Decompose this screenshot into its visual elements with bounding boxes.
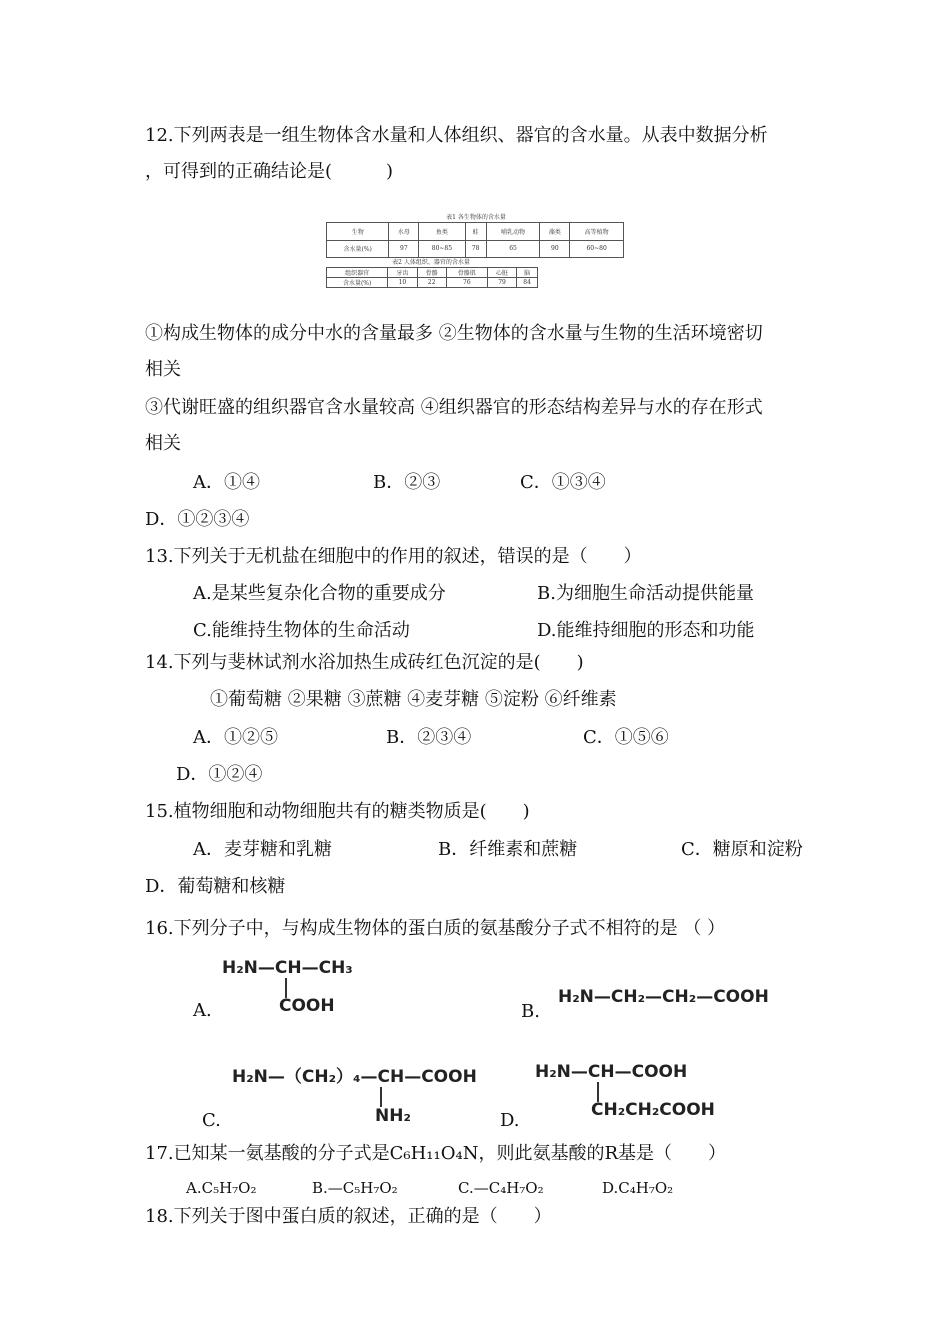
q16-d-formula-bottom: CH₂CH₂COOH	[591, 1100, 715, 1120]
q15-stem: 15.植物细胞和动物细胞共有的糖类物质是( )	[145, 801, 530, 822]
q17-option-a[interactable]: A.C₅H₇O₂	[186, 1179, 257, 1197]
table2-caption: 表2 人体组织、器官的含水量	[392, 259, 470, 266]
table-cell: 90	[540, 240, 570, 258]
q16-c-formula-top: H₂N—（CH₂）₄—CH—COOH	[232, 1067, 477, 1087]
table-cell: 84	[517, 278, 538, 288]
table1-header-row	[327, 223, 624, 241]
q13-stem: 13.下列关于无机盐在细胞中的作用的叙述，错误的是（ ）	[145, 546, 642, 567]
q16-c-formula-bottom: NH₂	[375, 1106, 411, 1126]
table-cell: 79	[487, 278, 516, 288]
q16-option-b[interactable]: B.	[521, 1001, 540, 1022]
q16-a-formula-top: H₂N—CH—CH₃	[222, 958, 353, 978]
table-cell: 78	[465, 240, 486, 258]
q12-statement-2-cont: 相关	[145, 433, 181, 454]
q15-option-c[interactable]: C．糖原和淀粉	[681, 839, 803, 860]
bond-line	[597, 1082, 599, 1102]
q16-option-a[interactable]: A.	[193, 1000, 212, 1021]
table-cell: 水母	[389, 223, 419, 241]
q16-option-d[interactable]: D.	[500, 1110, 520, 1131]
table-cell: 高等植物	[570, 223, 624, 241]
bond-line	[285, 978, 287, 998]
table-cell: 牙齿	[388, 268, 417, 278]
q12-option-d[interactable]: D．①②③④	[145, 509, 250, 530]
table-cell: 65	[486, 240, 540, 258]
q12-option-a[interactable]: A．①④	[193, 472, 260, 493]
q12-statement-1: ①构成生物体的成分中水的含量最多 ②生物体的含水量与生物的生活环境密切	[145, 323, 763, 344]
table1-value-row	[327, 240, 624, 258]
table2-header-row	[327, 268, 538, 278]
table-cell: 蛙	[465, 223, 486, 241]
table-cell: 60~80	[570, 240, 624, 258]
table-cell: 80~85	[419, 240, 465, 258]
bond-line	[380, 1087, 382, 1107]
table-cell: 骨骼	[417, 268, 446, 278]
q18-stem: 18.下列关于图中蛋白质的叙述，正确的是（ ）	[145, 1206, 552, 1227]
q17-stem: 17.已知某一氨基酸的分子式是C₆H₁₁O₄N，则此氨基酸的R基是（ ）	[145, 1143, 727, 1164]
table-cell: 97	[389, 240, 419, 258]
table-cell: 脑	[517, 268, 538, 278]
table-cell: 骨骼肌	[446, 268, 487, 278]
table-cell: 76	[446, 278, 487, 288]
q12-option-b[interactable]: B．②③	[373, 472, 441, 493]
q16-b-formula: H₂N—CH₂—CH₂—COOH	[558, 987, 769, 1007]
table1	[326, 222, 624, 258]
q14-option-c[interactable]: C．①⑤⑥	[583, 727, 669, 748]
table-cell: 组织器官	[327, 268, 388, 278]
q14-option-a[interactable]: A．①②⑤	[193, 727, 278, 748]
table1-caption: 表1 各生物体的含水量	[446, 214, 506, 221]
table-cell: 鱼类	[419, 223, 465, 241]
q16-d-formula-top: H₂N—CH—COOH	[535, 1062, 688, 1082]
q12-statement-1-cont: 相关	[145, 359, 181, 380]
q12-option-c[interactable]: C．①③④	[520, 472, 606, 493]
q17-option-d[interactable]: D.C₄H₇O₂	[602, 1179, 674, 1197]
q15-option-b[interactable]: B．纤维素和蔗糖	[438, 839, 578, 860]
q12-stem-line2: ，可得到的正确结论是( )	[145, 161, 394, 182]
table2-value-row	[327, 278, 538, 288]
q13-option-c[interactable]: C.能维持生物体的生命活动	[193, 620, 410, 641]
q17-option-b[interactable]: B.—C₅H₇O₂	[312, 1179, 398, 1197]
table-cell: 生物	[327, 223, 389, 241]
q16-stem: 16.下列分子中，与构成生物体的蛋白质的氨基酸分子式不相符的是 （ ）	[145, 918, 726, 939]
table-cell: 22	[417, 278, 446, 288]
table-cell: 哺乳动物	[486, 223, 540, 241]
q15-option-d[interactable]: D．葡萄糖和核糖	[145, 876, 286, 897]
q16-option-c[interactable]: C.	[202, 1110, 221, 1131]
q12-statement-2: ③代谢旺盛的组织器官含水量较高 ④组织器官的形态结构差异与水的存在形式	[145, 397, 763, 418]
q12-tables	[326, 214, 626, 296]
table2	[326, 267, 538, 288]
q13-option-d[interactable]: D.能维持细胞的形态和功能	[537, 620, 755, 641]
q13-option-b[interactable]: B.为细胞生命活动提供能量	[537, 583, 754, 604]
q14-option-d[interactable]: D．①②④	[176, 764, 263, 785]
q14-items: ①葡萄糖 ②果糖 ③蔗糖 ④麦芽糖 ⑤淀粉 ⑥纤维素	[210, 689, 617, 710]
q14-stem: 14.下列与斐林试剂水浴加热生成砖红色沉淀的是( )	[145, 652, 584, 673]
q16-a-formula-bottom: COOH	[279, 996, 335, 1016]
table-cell: 藻类	[540, 223, 570, 241]
q12-stem-line1: 12.下列两表是一组生物体含水量和人体组织、器官的含水量。从表中数据分析	[145, 125, 768, 146]
q14-option-b[interactable]: B．②③④	[386, 727, 472, 748]
q15-option-a[interactable]: A．麦芽糖和乳糖	[193, 839, 332, 860]
table-cell: 心脏	[487, 268, 516, 278]
q13-option-a[interactable]: A.是某些复杂化合物的重要成分	[193, 583, 446, 604]
q17-option-c[interactable]: C.—C₄H₇O₂	[458, 1179, 544, 1197]
table-cell: 含水量(%)	[327, 278, 388, 288]
table-cell: 10	[388, 278, 417, 288]
table-cell: 含水量(%)	[327, 240, 389, 258]
